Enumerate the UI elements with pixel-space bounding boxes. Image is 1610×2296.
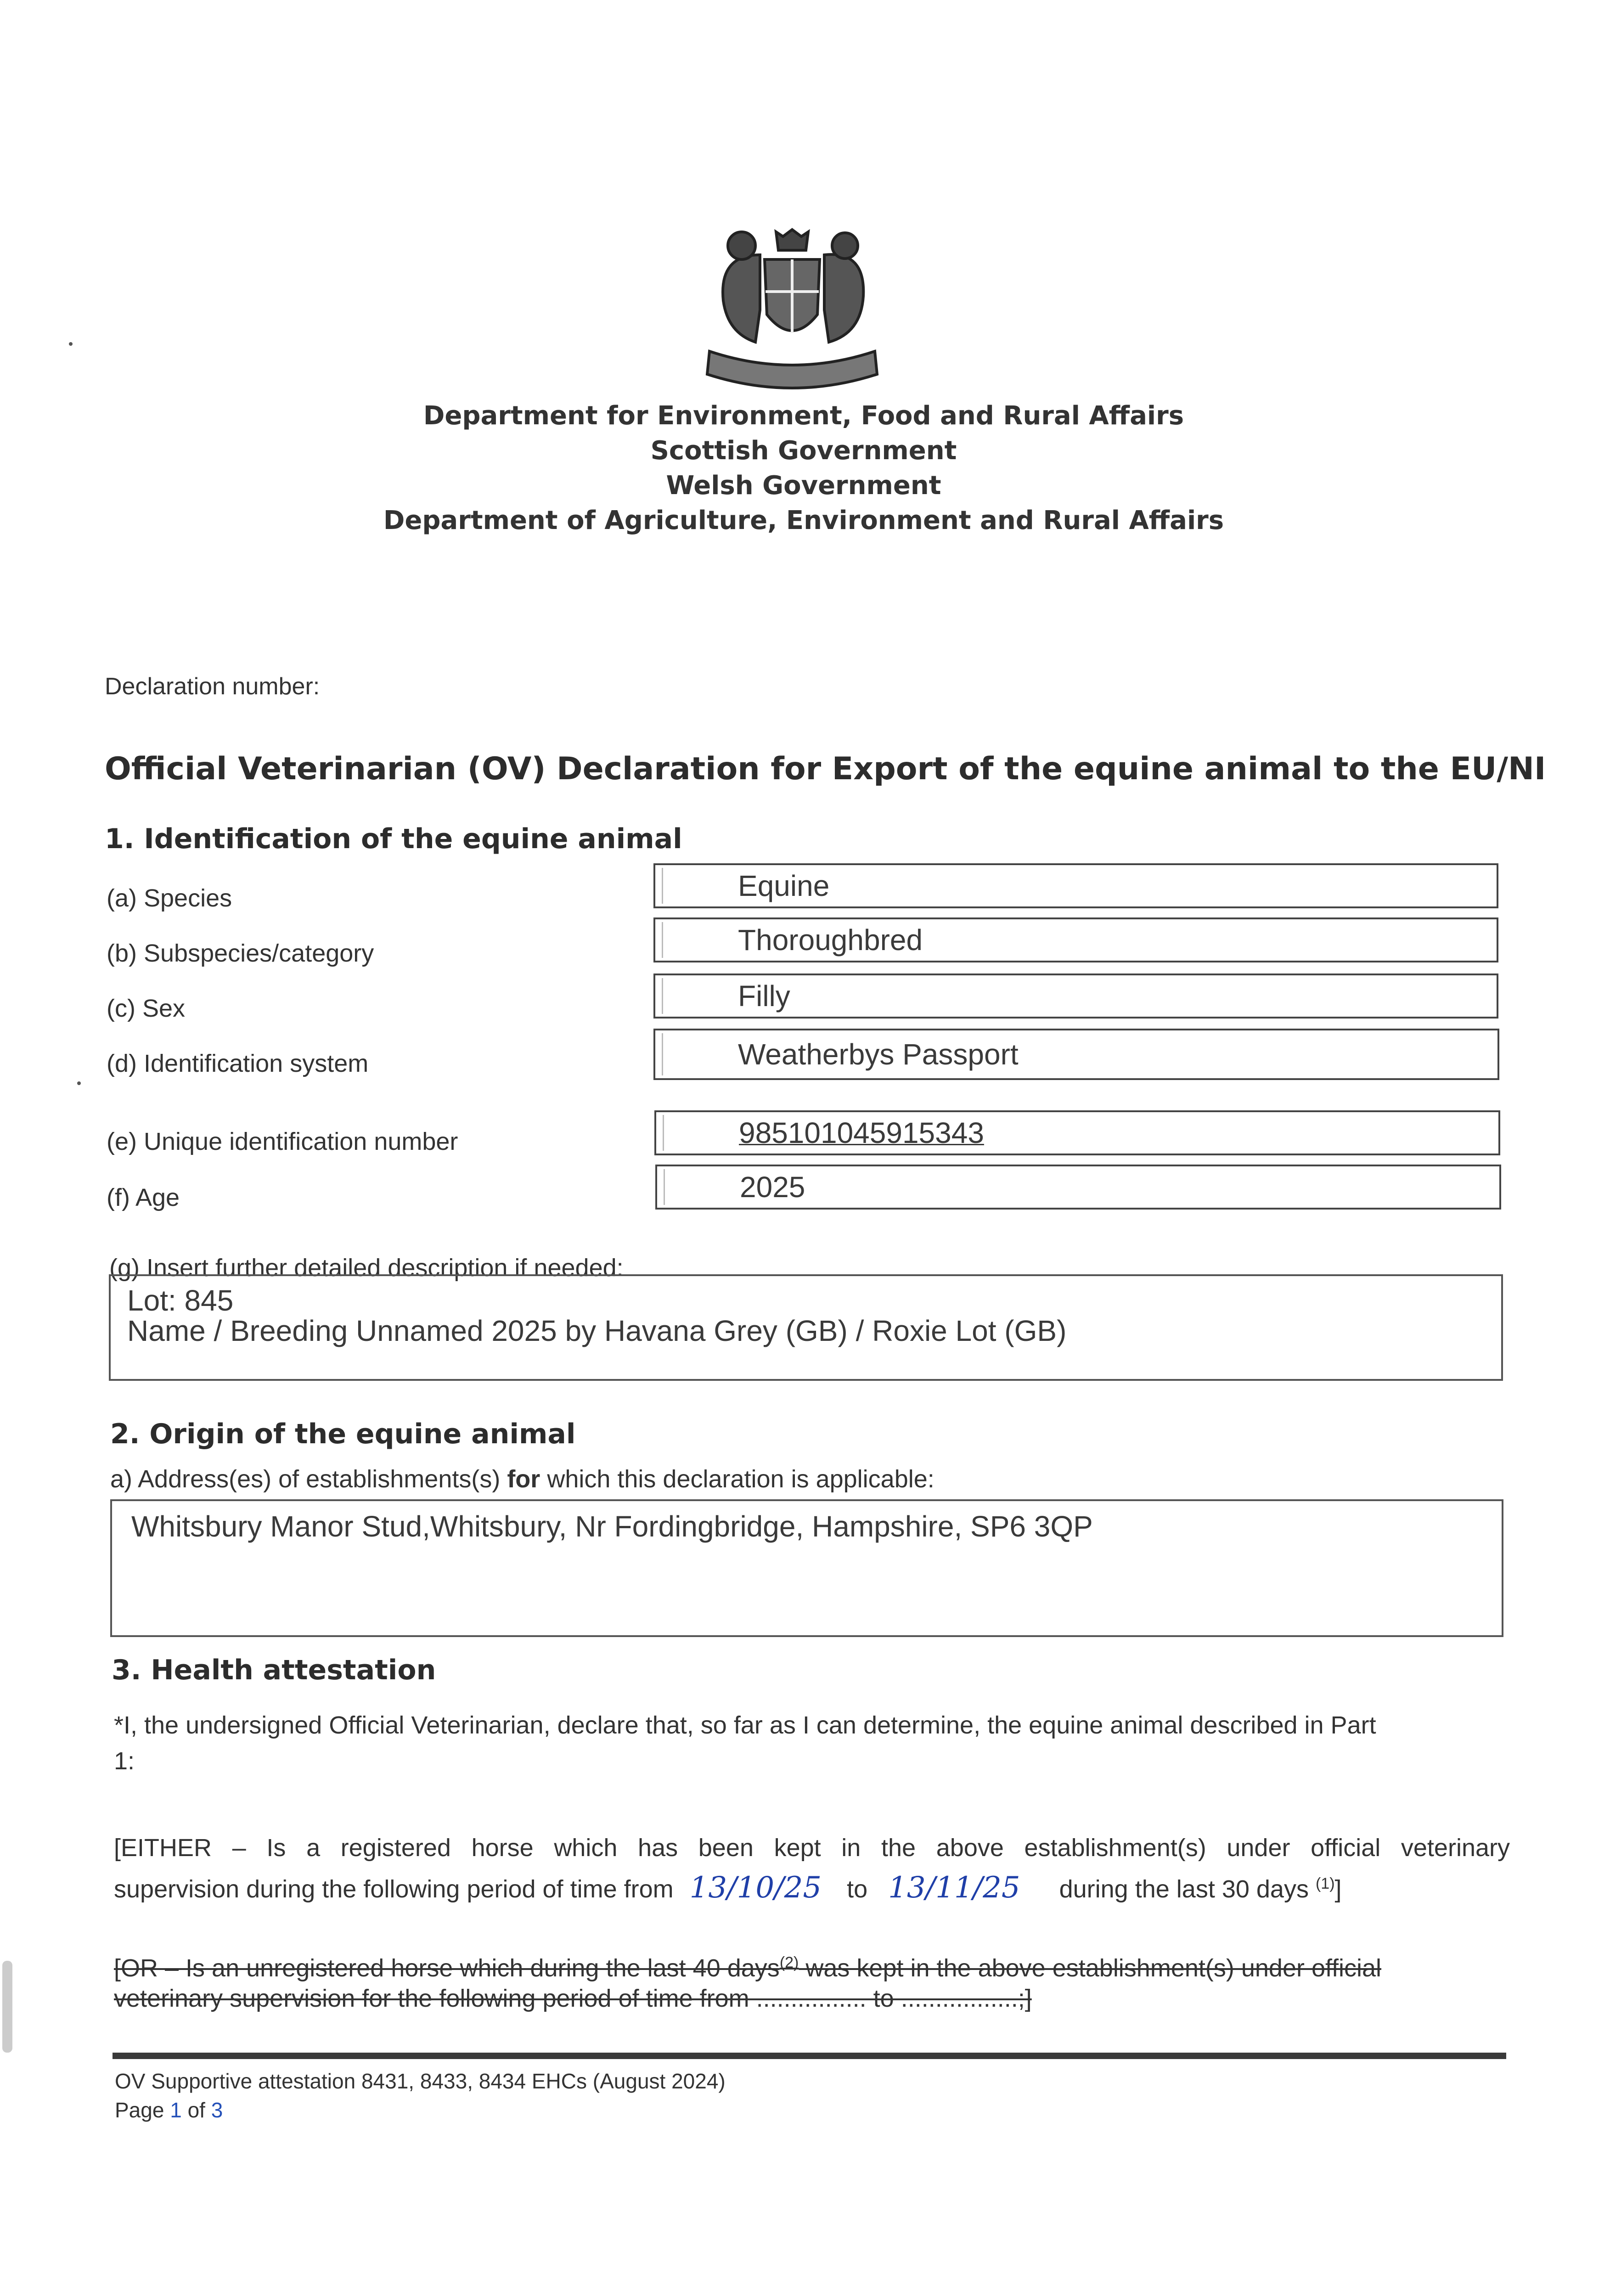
subspecies-field[interactable]	[653, 917, 1498, 962]
subspecies-label: (b) Subspecies/category	[107, 940, 374, 967]
page-indicator: Page 1 of 3	[115, 2098, 223, 2122]
address-box[interactable]	[110, 1499, 1503, 1637]
subspecies-value: Thoroughbred	[738, 923, 923, 957]
department-line: Welsh Government	[666, 471, 941, 501]
department-line: Department of Agriculture, Environment and Rural Affairs	[383, 506, 1224, 535]
identification-system-label: (d) Identification system	[107, 1050, 369, 1077]
identification-system-value: Weatherbys Passport	[738, 1038, 1019, 1071]
scan-speck	[77, 1081, 81, 1085]
unique-id-field[interactable]	[654, 1110, 1500, 1155]
breeding-text: Name / Breeding Unnamed 2025 by Havana Grey (GB) / Roxie Lot (GB)	[127, 1314, 1067, 1347]
age-value: 2025	[740, 1171, 805, 1204]
species-value: Equine	[738, 869, 830, 902]
date-to-handwritten: 13/11/25	[888, 1871, 1020, 1905]
age-field[interactable]	[655, 1165, 1501, 1210]
scan-speck	[69, 342, 73, 346]
unique-id-value: 985101045915343	[739, 1116, 984, 1149]
scan-edge-shadow	[2, 1961, 12, 2053]
footer-attestation: OV Supportive attestation 8431, 8433, 8434 EHCs (August 2024)	[115, 2069, 726, 2093]
either-line-2: supervision during the following period of time from 13/10/25 to 13/11/25 during the last 30 days $^{(1)}$]	[114, 1871, 1342, 1905]
age-label: (f) Age	[107, 1184, 180, 1211]
declaration-number-label: Declaration number:	[105, 673, 320, 700]
species-field[interactable]	[653, 863, 1498, 908]
section-1-heading: 1. Identification of the equine animal	[105, 823, 682, 855]
section-2-heading: 2. Origin of the equine animal	[110, 1418, 576, 1450]
or-line-2-struck: veterinary supervision for the following period of time from ................ to .................;]	[114, 1985, 1032, 2012]
sex-value: Filly	[738, 979, 790, 1013]
issuing-departments	[367, 399, 1240, 538]
or-line-1-struck: [OR – Is an unregistered horse which during the last 40 days$^{(2)}$ was kept in the above establishment(s) under official	[114, 1954, 1382, 1982]
sex-label: (c) Sex	[107, 995, 186, 1022]
address-label: a) Address(es) of establishments(s) for which this declaration is applicable:	[110, 1465, 934, 1493]
section-3-heading: 3. Health attestation	[112, 1654, 436, 1686]
identification-system-field[interactable]	[653, 1029, 1499, 1080]
sex-field[interactable]	[653, 974, 1498, 1019]
address-text: Whitsbury Manor Stud,Whitsbury, Nr Fordingbridge, Hampshire, SP6 3QP	[131, 1510, 1093, 1543]
department-line: Department for Environment, Food and Rural Affairs	[423, 401, 1184, 431]
lot-text: Lot: 845	[127, 1284, 234, 1317]
page-title: Official Veterinarian (OV) Declaration for Export of the equine animal to the EU/NI	[105, 751, 1546, 787]
royal-crest-icon	[691, 227, 893, 402]
further-description-label: (g) Insert further detailed description if needed:	[109, 1254, 624, 1282]
further-description-box[interactable]	[109, 1274, 1503, 1381]
species-label: (a) Species	[107, 884, 232, 912]
footer-divider	[113, 2053, 1506, 2059]
unique-id-label: (e) Unique identification number	[107, 1128, 458, 1155]
either-line-1: [EITHER – Is a registered horse which has been kept in the above establishment(s) under official veterinary	[114, 1834, 1510, 1862]
health-intro: *I, the undersigned Official Veterinarian, declare that, so far as I can determine, the equine animal described in Part 1:	[114, 1711, 1376, 1775]
date-from-handwritten: 13/10/25	[689, 1871, 822, 1905]
department-line: Scottish Government	[650, 436, 957, 466]
